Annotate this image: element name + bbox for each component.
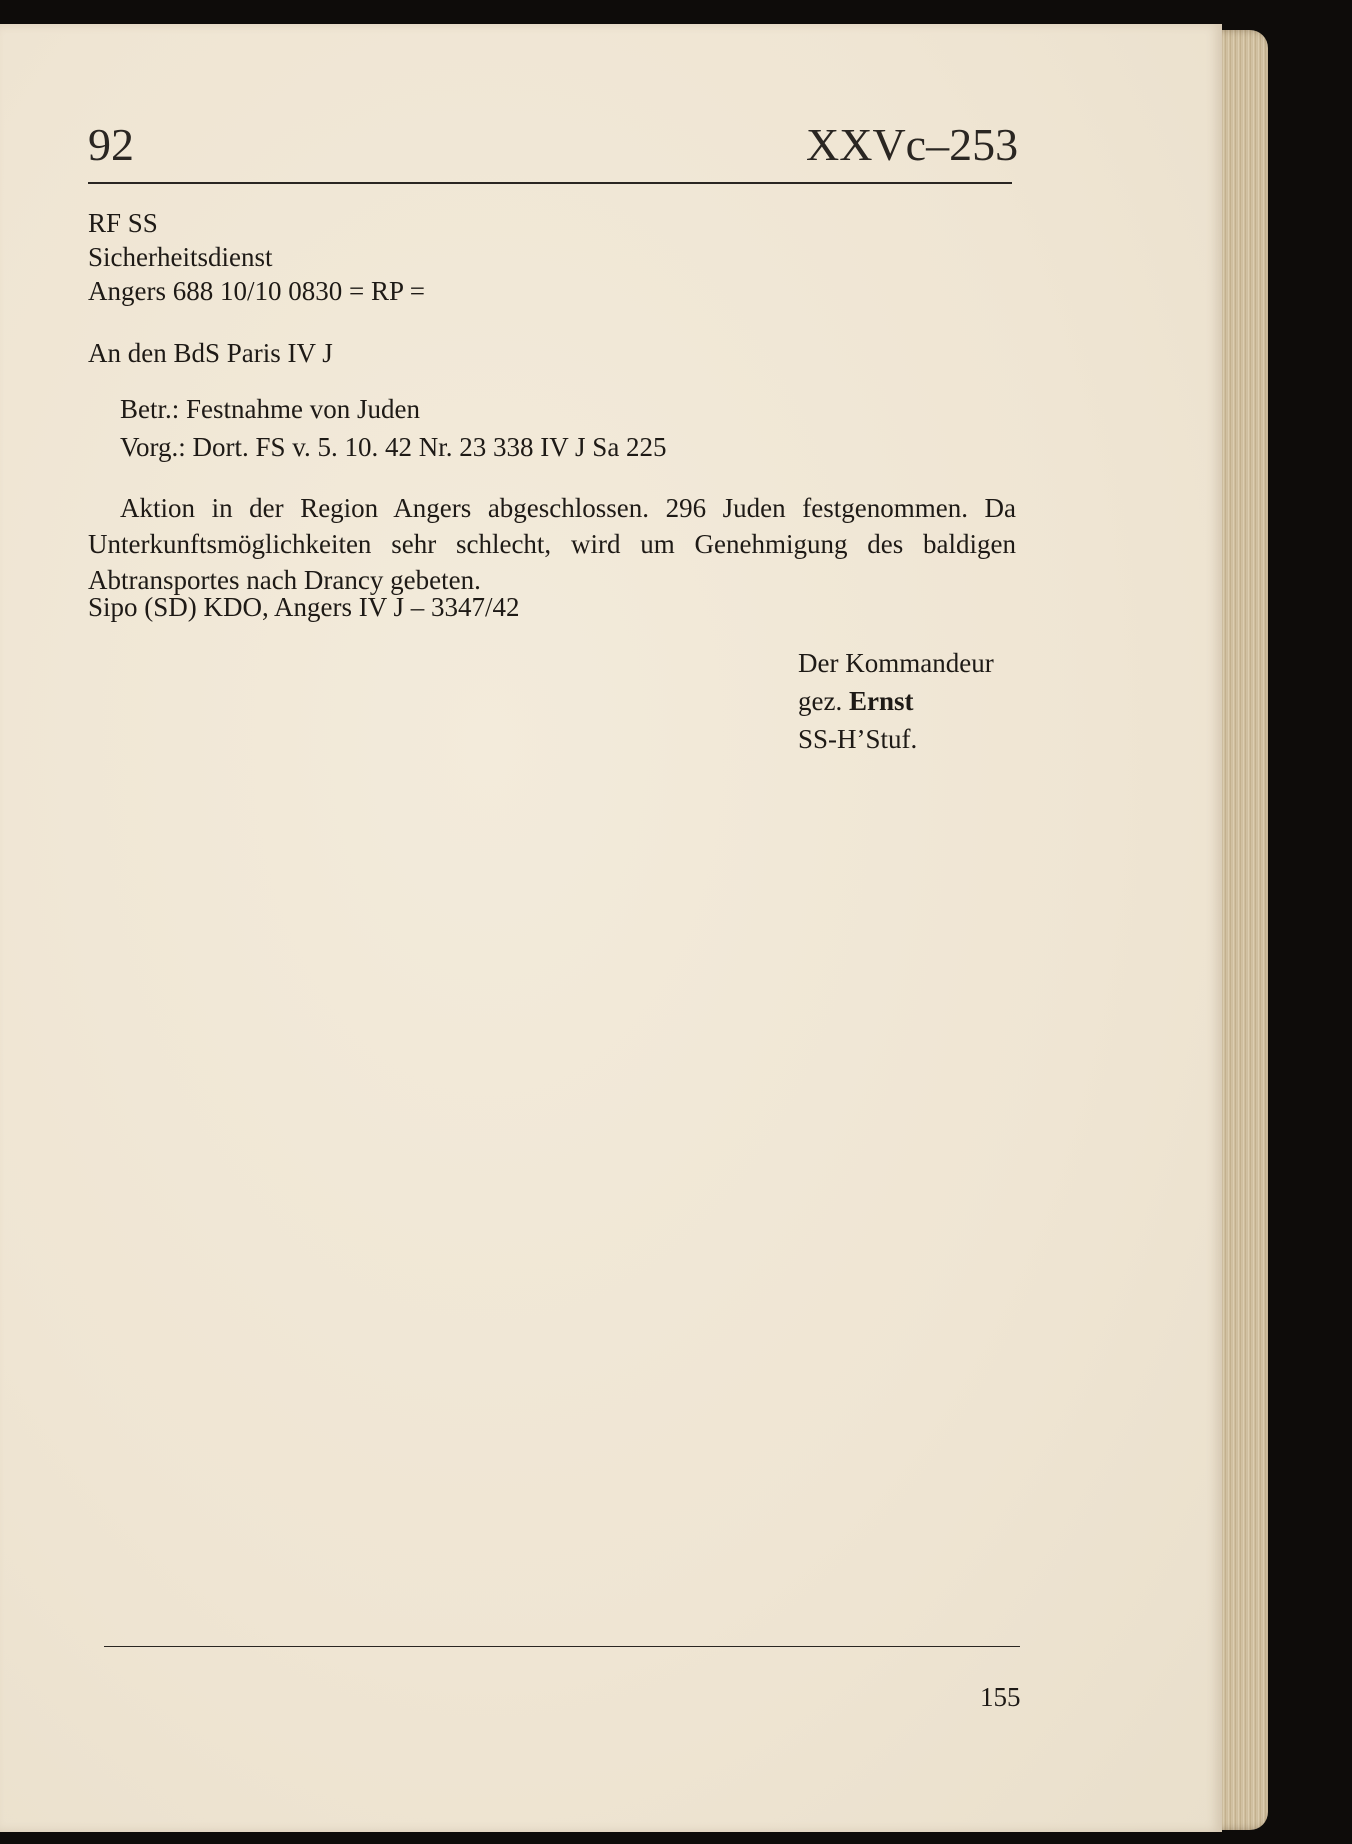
telegram-line-rf-ss: RF SS bbox=[88, 208, 158, 238]
telegram-body bbox=[88, 490, 1016, 598]
telegram-recipient: An den BdS Paris IV J bbox=[88, 338, 333, 368]
signature-title: Der Kommandeur bbox=[798, 648, 994, 678]
header-rule bbox=[88, 182, 1012, 184]
footer-rule bbox=[104, 1646, 1020, 1647]
signature-line bbox=[798, 684, 913, 718]
telegram-body-text: Aktion in der Region Angers abgeschlossen. 296 Juden festgenommen. Da Unterkunftsmöglichkeiten sehr schlecht, wird um Genehmigung des baldigen Abtransportes nach Drancy gebeten. bbox=[88, 493, 1016, 595]
signature-prefix: gez. bbox=[798, 686, 843, 716]
telegram-reference: Vorg.: Dort. FS v. 5. 10. 42 Nr. 23 338 IV J Sa 225 bbox=[120, 432, 667, 462]
telegram-sender-reference: Sipo (SD) KDO, Angers IV J – 3347/42 bbox=[88, 592, 520, 622]
page-sheet bbox=[0, 24, 1222, 1832]
footer-page-number: 155 bbox=[980, 1682, 1021, 1712]
signature-name: Ernst bbox=[848, 686, 914, 716]
header-document-code: XXVc–253 bbox=[806, 119, 1019, 170]
signature-rank: SS-H’Stuf. bbox=[798, 724, 918, 754]
telegram-line-transmission: Angers 688 10/10 0830 = RP = bbox=[88, 276, 425, 306]
header-page-number: 92 bbox=[88, 119, 134, 170]
telegram-subject: Betr.: Festnahme von Juden bbox=[120, 394, 420, 424]
telegram-line-service: Sicherheitsdienst bbox=[88, 242, 273, 272]
